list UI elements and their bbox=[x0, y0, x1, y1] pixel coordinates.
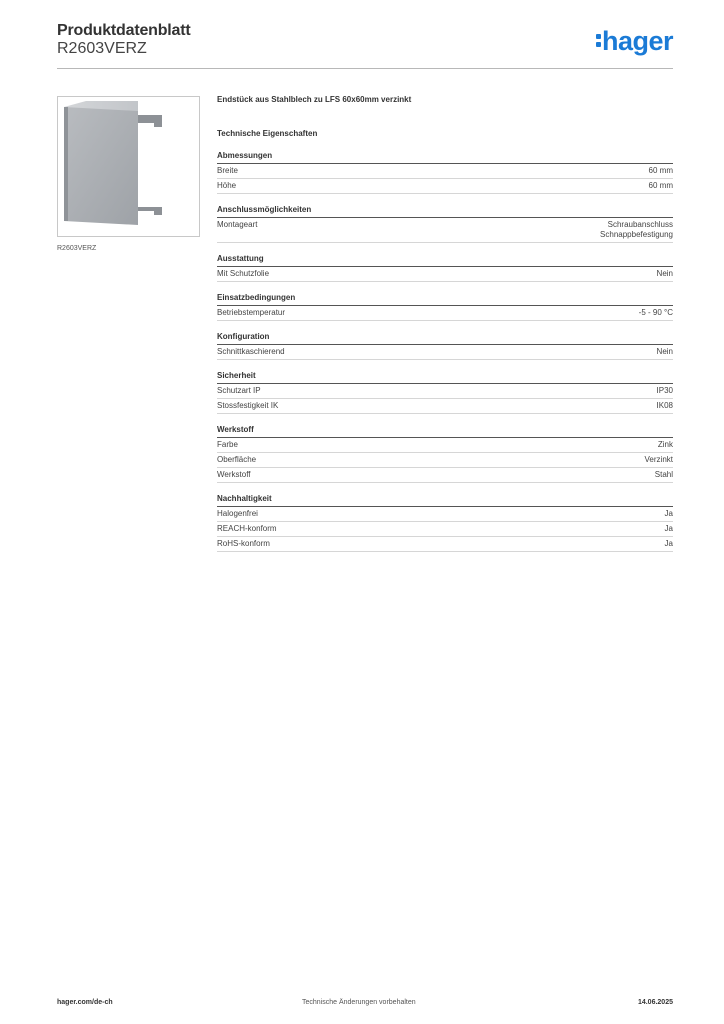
spec-label: Breite bbox=[217, 166, 238, 175]
group-title: Einsatzbedingungen bbox=[217, 292, 673, 306]
spec-label: Werkstoff bbox=[217, 470, 251, 479]
spec-row bbox=[217, 179, 673, 194]
logo-colon-mark bbox=[596, 26, 601, 47]
footer-notice: Technische Änderungen vorbehalten bbox=[302, 999, 416, 1006]
page-header bbox=[57, 20, 673, 70]
spec-value: Verzinkt bbox=[644, 455, 673, 464]
spec-value: Ja bbox=[664, 524, 673, 533]
spec-row bbox=[217, 438, 673, 453]
group-title: Abmessungen bbox=[217, 150, 673, 164]
spec-row bbox=[217, 345, 673, 360]
group-title: Nachhaltigkeit bbox=[217, 493, 673, 507]
group-title: Sicherheit bbox=[217, 370, 673, 384]
image-caption: R2603VERZ bbox=[57, 245, 97, 252]
spec-value: Zink bbox=[657, 440, 673, 449]
spec-value: Nein bbox=[656, 347, 673, 356]
spec-label: Montageart bbox=[217, 220, 258, 229]
logo-text: hager bbox=[601, 26, 673, 56]
spec-row bbox=[217, 164, 673, 179]
spec-group-einsatz bbox=[217, 292, 673, 321]
spec-label: Schutzart IP bbox=[217, 386, 261, 395]
spec-group-werkstoff bbox=[217, 424, 673, 483]
spec-content bbox=[217, 94, 673, 552]
spec-value: Ja bbox=[664, 509, 673, 518]
spec-label: Farbe bbox=[217, 440, 238, 449]
spec-value-line: Schraubanschluss bbox=[607, 220, 673, 229]
spec-value: Stahl bbox=[654, 470, 673, 479]
hager-logo bbox=[596, 26, 673, 56]
spec-value-line: Schnappbefestigung bbox=[600, 230, 673, 239]
group-title: Konfiguration bbox=[217, 331, 673, 345]
spec-label: REACH-konform bbox=[217, 524, 277, 533]
spec-value: 60 mm bbox=[648, 166, 673, 175]
spec-value bbox=[600, 220, 673, 240]
spec-row bbox=[217, 522, 673, 537]
footer-date: 14.06.2025 bbox=[637, 999, 673, 1006]
spec-row bbox=[217, 267, 673, 282]
section-title: Technische Eigenschaften bbox=[217, 129, 318, 138]
spec-row bbox=[217, 399, 673, 414]
page-title: Produktdatenblatt bbox=[57, 22, 191, 39]
spec-row bbox=[217, 468, 673, 483]
spec-label: Höhe bbox=[217, 181, 237, 190]
spec-value: Ja bbox=[664, 539, 673, 548]
spec-label: Schnittkaschierend bbox=[217, 347, 285, 356]
group-title: Anschlussmöglichkeiten bbox=[217, 204, 673, 218]
spec-row bbox=[217, 507, 673, 522]
spec-value: -5 - 90 °C bbox=[638, 308, 673, 317]
end-cap-illustration bbox=[58, 97, 199, 236]
spec-row bbox=[217, 384, 673, 399]
spec-value: IP30 bbox=[656, 386, 673, 395]
spec-label: RoHS-konform bbox=[217, 539, 270, 548]
spec-group-sicherheit bbox=[217, 370, 673, 414]
product-image bbox=[57, 96, 200, 237]
spec-group-nachhaltigkeit bbox=[217, 493, 673, 552]
spec-group-konfiguration bbox=[217, 331, 673, 360]
spec-value: Nein bbox=[656, 269, 673, 278]
spec-group-abmessungen bbox=[217, 150, 673, 194]
spec-group-anschluss bbox=[217, 204, 673, 243]
group-title: Ausstattung bbox=[217, 253, 673, 267]
header-divider bbox=[57, 68, 673, 69]
group-title: Werkstoff bbox=[217, 424, 673, 438]
spec-label: Stossfestigkeit IK bbox=[217, 401, 279, 410]
spec-value: 60 mm bbox=[648, 181, 673, 190]
spec-group-ausstattung bbox=[217, 253, 673, 282]
spec-label: Mit Schutzfolie bbox=[217, 269, 270, 278]
footer-website-link[interactable]: hager.com/de-ch bbox=[57, 999, 113, 1006]
spec-row bbox=[217, 537, 673, 552]
product-code: R2603VERZ bbox=[57, 40, 147, 57]
spec-row bbox=[217, 453, 673, 468]
spec-label: Oberfläche bbox=[217, 455, 257, 464]
spec-label: Halogenfrei bbox=[217, 509, 258, 518]
spec-value: IK08 bbox=[656, 401, 673, 410]
spec-label: Betriebstemperatur bbox=[217, 308, 286, 317]
spec-row bbox=[217, 218, 673, 243]
spec-row bbox=[217, 306, 673, 321]
product-description: Endstück aus Stahlblech zu LFS 60x60mm verzinkt bbox=[217, 95, 412, 104]
